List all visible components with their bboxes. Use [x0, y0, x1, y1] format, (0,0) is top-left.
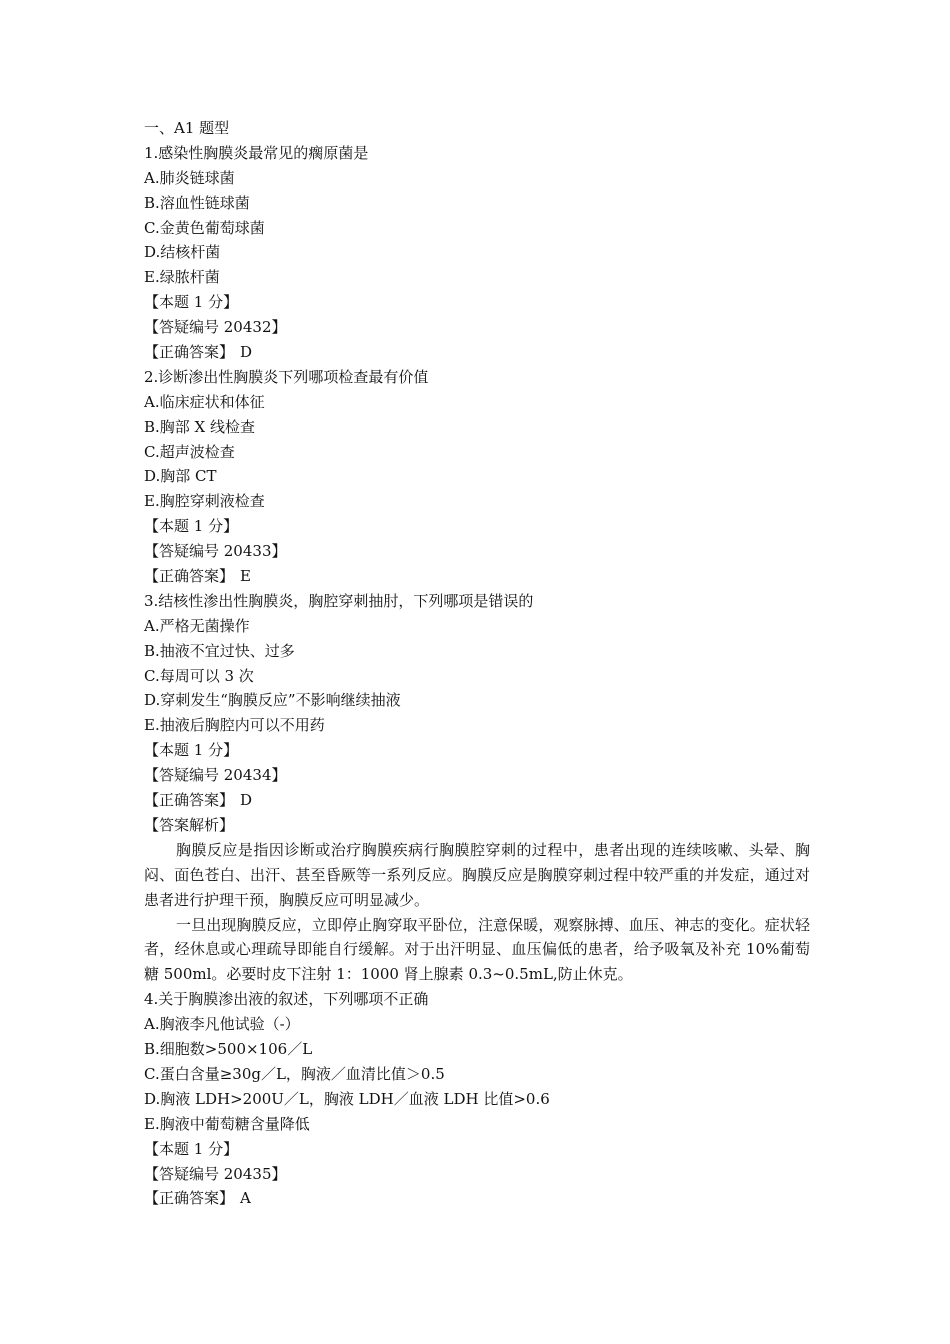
question-stem: 2.诊断渗出性胸膜炎下列哪项检查最有价值 [144, 367, 429, 386]
correct-answer [144, 788, 810, 813]
score-label: 【本题 1 分】 [144, 741, 239, 760]
option-b: B.抽液不宜过快、过多 [144, 641, 295, 660]
question-3 [144, 589, 810, 987]
question-2 [144, 365, 810, 589]
question-id: 【答疑编号 20435】 [144, 1164, 287, 1183]
option-b: B.胸部 X 线检查 [144, 417, 256, 436]
score-label: 【本题 1 分】 [144, 1139, 239, 1158]
option-c: C.蛋白含量≥30g／L，胸液／血清比值＞0.5 [144, 1064, 445, 1083]
option-e: E.胸腔穿刺液检查 [144, 492, 265, 511]
answer-value: D [240, 791, 253, 810]
option-e: E.绿脓杆菌 [144, 268, 220, 287]
correct-answer [144, 564, 810, 589]
option-d: D.穿刺发生“胸膜反应”不影响继续抽液 [144, 691, 401, 710]
analysis-label: 【答案解析】 [144, 815, 235, 834]
question-stem: 4.关于胸膜渗出液的叙述，下列哪项不正确 [144, 990, 429, 1009]
question-1 [144, 141, 810, 365]
option-a: A.肺炎链球菌 [144, 168, 235, 187]
option-b: B.细胞数>500×106／L [144, 1040, 313, 1059]
question-id: 【答疑编号 20433】 [144, 542, 287, 561]
option-c: C.金黄色葡萄球菌 [144, 218, 265, 237]
question-id: 【答疑编号 20434】 [144, 766, 287, 785]
correct-answer [144, 340, 810, 365]
question-stem: 1.感染性胸膜炎最常见的瘸原菌是 [144, 143, 369, 162]
option-c: C.每周可以 3 次 [144, 666, 254, 685]
answer-label: 【正确答案】 [144, 791, 235, 810]
analysis-paragraph-1: 胸膜反应是指因诊断或治疗胸膜疾病行胸膜腔穿刺的过程中，患者出现的连续咳嗽、头晕、胸闷、面色苍白、出汗、甚至昏厥等一系列反应。胸膜反应是胸膜穿刺过程中较严重的并发症，通过对患者进行护理干预，胸膜反应可明显减少。 [144, 840, 810, 909]
question-4 [144, 987, 810, 1211]
option-a: A.严格无菌操作 [144, 616, 250, 635]
answer-label: 【正确答案】 [144, 1189, 235, 1208]
score-label: 【本题 1 分】 [144, 517, 239, 536]
option-a: A.临床症状和体征 [144, 392, 265, 411]
option-d: D.结核杆菌 [144, 243, 221, 262]
analysis-paragraph-2: 一旦出现胸膜反应，立即停止胸穿取平卧位，注意保暖，观察脉搏、血压、神志的变化。症状轻者，经休息或心理疏导即能自行缓解。对于出汗明显、血压偏低的患者，给予吸氧及补充 10%葡萄糖 500ml。必要时皮下注射 1：1000 肾上腺素 0.3~0.5mL,防止休克。 [144, 915, 810, 984]
option-c: C.超声波检查 [144, 442, 235, 461]
option-b: B.溶血性链球菌 [144, 193, 250, 212]
answer-label: 【正确答案】 [144, 343, 235, 362]
option-d: D.胸液 LDH>200U／L，胸液 LDH／血液 LDH 比值>0.6 [144, 1089, 550, 1108]
section-title: 一、A1 题型 [144, 119, 230, 137]
option-e: E.抽液后胸腔内可以不用药 [144, 716, 325, 735]
score-label: 【本题 1 分】 [144, 293, 239, 312]
option-e: E.胸液中葡萄糖含量降低 [144, 1114, 310, 1133]
correct-answer [144, 1186, 810, 1211]
question-stem: 3.结核性渗出性胸膜炎，胸腔穿刺抽肘，下列哪项是错误的 [144, 591, 534, 610]
answer-value: E [240, 567, 251, 586]
answer-label: 【正确答案】 [144, 567, 235, 586]
document-page [144, 116, 810, 1211]
answer-value: A [240, 1189, 251, 1208]
question-id: 【答疑编号 20432】 [144, 318, 287, 337]
option-a: A.胸液李凡他试验（-） [144, 1015, 300, 1034]
answer-value: D [240, 343, 253, 362]
option-d: D.胸部 CT [144, 467, 217, 486]
